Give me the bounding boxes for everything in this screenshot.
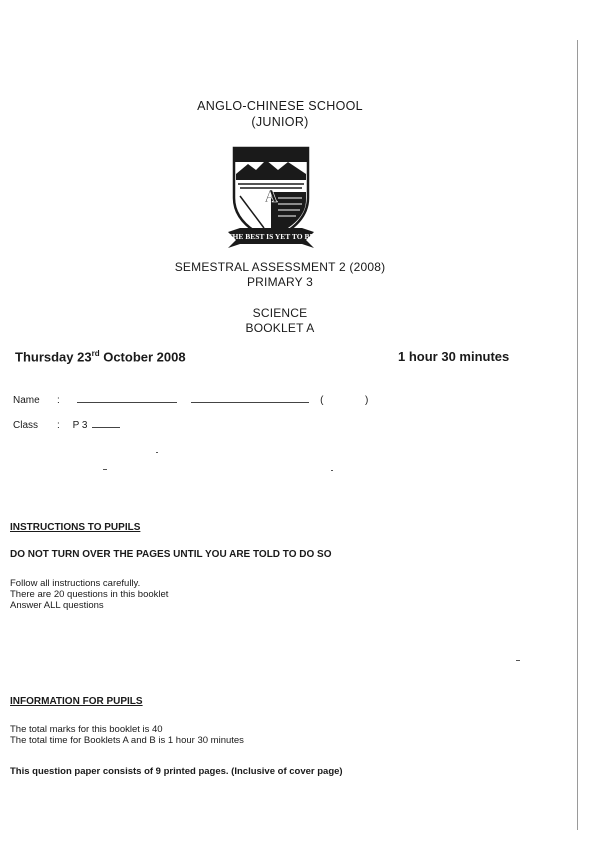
class-colon: : [57,420,60,431]
name-field-row [13,394,368,406]
subject-label: SCIENCE [252,306,308,320]
instructions-warning: DO NOT TURN OVER THE PAGES UNTIL YOU ARE TOLD TO DO SO [10,549,332,560]
exam-date-suffix: rd [91,349,100,358]
school-crest-icon [226,140,316,252]
page-edge-line [577,40,578,830]
class-field-row [13,419,120,431]
booklet-label: BOOKLET A [245,321,315,335]
class-value: P 3 [72,420,88,431]
school-name [0,98,560,130]
name-colon: : [57,395,60,406]
instruction-line: Follow all instructions carefully. [10,578,141,589]
crest-letter: A [264,186,278,206]
name-label: Name [13,395,40,406]
assessment-title-block [0,260,560,290]
exam-date [15,349,186,364]
page-count-note: This question paper consists of 9 printed pages. (Inclusive of cover page) [10,766,343,777]
information-line: The total marks for this booklet is 40 [10,724,163,735]
scan-speck [103,469,107,470]
exam-date-day: Thursday 23 [15,349,92,365]
instructions-heading: INSTRUCTIONS TO PUPILS [10,522,141,533]
scan-speck [156,452,158,453]
exam-date-rest: October 2008 [99,349,186,365]
scan-speck [331,470,333,471]
assessment-title: SEMESTRAL ASSESSMENT 2 (2008) [174,260,386,274]
school-name-line2: (JUNIOR) [251,115,309,129]
information-heading: INFORMATION FOR PUPILS [10,696,143,707]
level-label: PRIMARY 3 [246,275,314,289]
instructions-list [10,578,168,611]
name-blank-first[interactable] [77,394,177,403]
crest-motto: THE BEST IS YET TO BE [227,232,315,241]
class-label: Class [13,420,39,431]
instruction-line: There are 20 questions in this booklet [10,589,169,600]
name-blank-last[interactable] [191,394,309,403]
instruction-line: Answer ALL questions [10,600,104,611]
information-list [10,724,244,746]
scan-speck [516,660,520,661]
exam-duration: 1 hour 30 minutes [398,349,510,364]
subject-block [0,306,560,336]
information-line: The total time for Booklets A and B is 1 hour 30 minutes [10,735,244,746]
register-number-close: ) [365,395,369,406]
class-blank[interactable] [92,419,120,428]
register-number-open: ( [320,395,324,406]
school-name-line1: ANGLO-CHINESE SCHOOL [197,99,363,113]
